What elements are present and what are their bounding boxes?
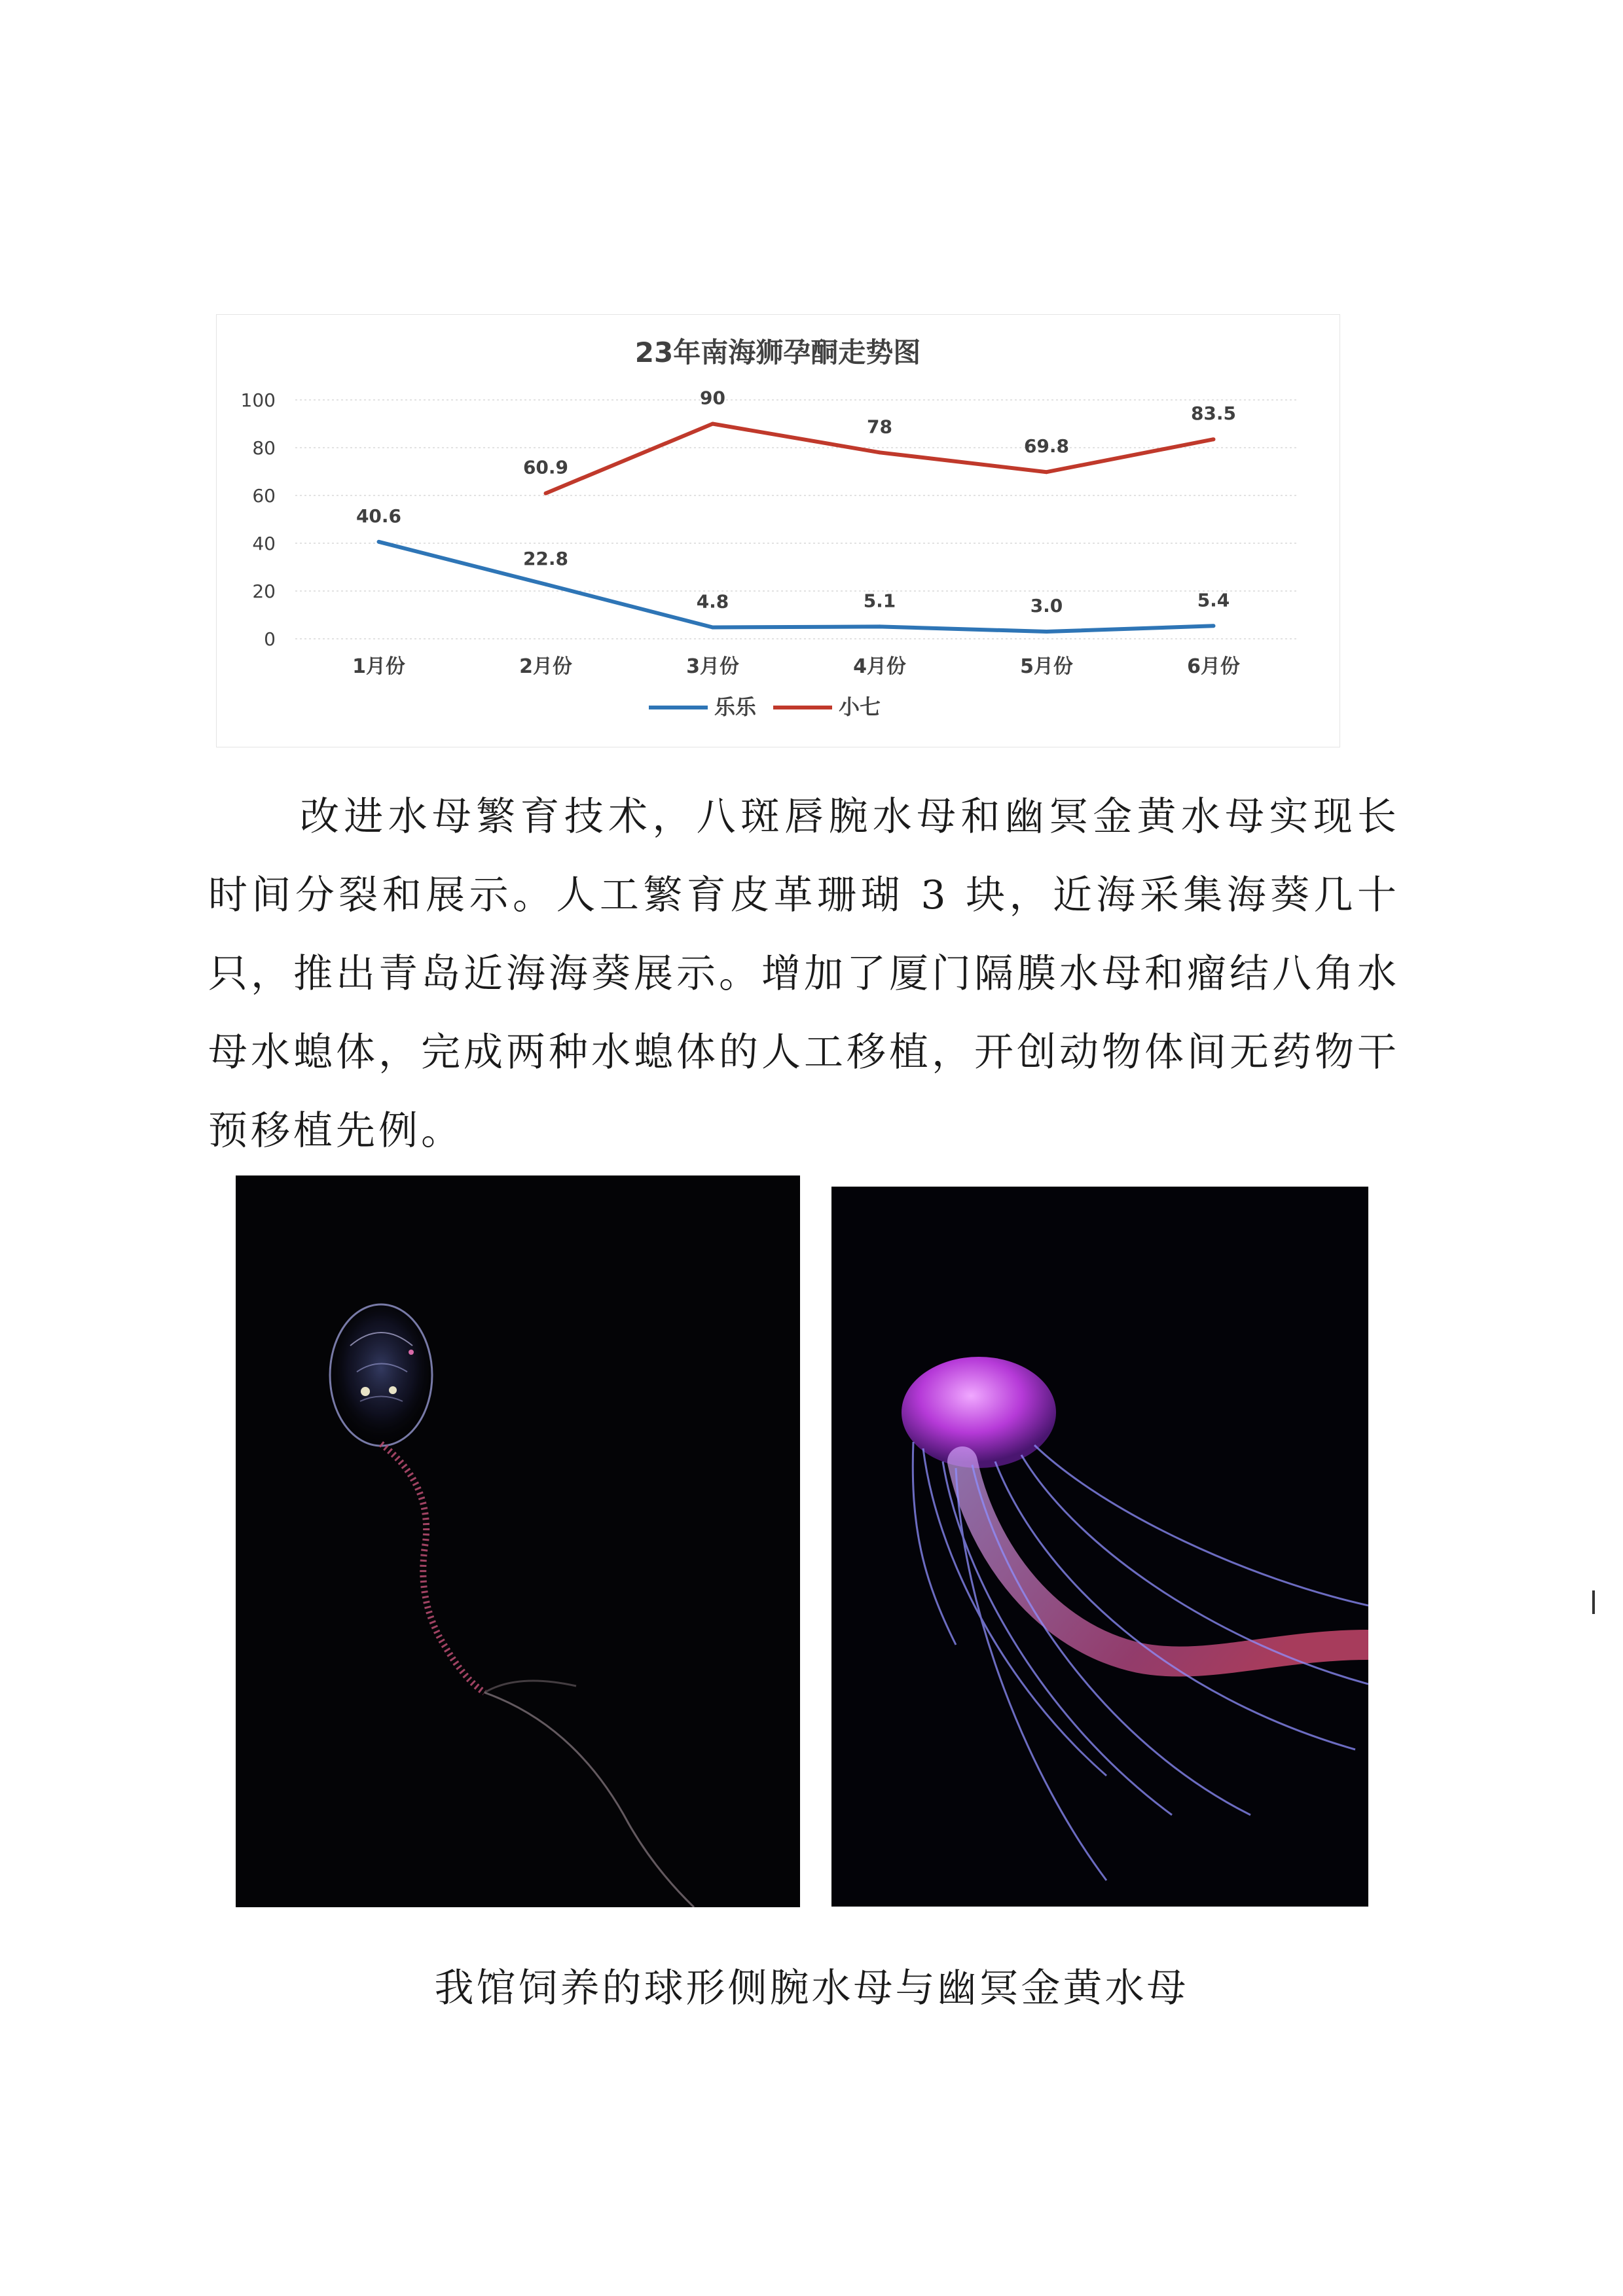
data-point <box>1045 630 1049 634</box>
data-point <box>1212 624 1216 628</box>
data-point <box>544 583 548 586</box>
data-point <box>1212 437 1216 441</box>
data-point <box>377 540 381 544</box>
data-point <box>1045 470 1049 474</box>
x-tick-label: 6月份 <box>1187 655 1240 678</box>
progesterone-line-chart <box>216 314 1340 747</box>
y-tick-label: 60 <box>252 485 276 507</box>
body-paragraph: 改进水母繁育技术，八斑唇腕水母和幽冥金黄水母实现长时间分裂和展示。人工繁育皮革珊瑚 3 块，近海采集海葵几十只，推出青岛近海海葵展示。增加了厦门隔膜水母和瘤结八角水母水螅体，完成两种水螅体的人工移植，开创动物体间无药物干预移植先例。 <box>208 794 1400 1154</box>
data-label: 3.0 <box>1030 595 1063 617</box>
x-tick-label: 4月份 <box>853 655 906 678</box>
sea-nettle-jellyfish-photo <box>831 1187 1368 1907</box>
data-point <box>711 625 715 629</box>
data-label: 5.1 <box>863 590 896 612</box>
y-tick-label: 20 <box>252 581 276 602</box>
data-label: 90 <box>700 387 725 409</box>
ctenophore-photo <box>236 1175 800 1907</box>
data-label: 40.6 <box>356 505 402 527</box>
x-tick-label: 3月份 <box>686 655 739 678</box>
scan-edge-mark <box>1592 1590 1595 1614</box>
chart-title: 23年南海狮孕酮走势图 <box>634 336 921 368</box>
data-label: 4.8 <box>696 590 729 613</box>
data-label: 69.8 <box>1023 435 1070 457</box>
data-label: 78 <box>867 416 892 438</box>
y-tick-label: 0 <box>264 628 276 650</box>
series-line-1 <box>379 542 1214 632</box>
x-tick-label: 5月份 <box>1020 655 1073 678</box>
data-label: 60.9 <box>522 456 569 478</box>
data-point <box>711 422 715 426</box>
data-label: 83.5 <box>1190 403 1237 425</box>
data-point <box>878 624 882 628</box>
legend-label: 小七 <box>839 694 881 719</box>
figure-caption: 我馆饲养的球形侧腕水母与幽冥金黄水母 <box>434 1965 1189 2011</box>
y-tick-label: 80 <box>252 437 276 459</box>
data-point <box>544 492 548 495</box>
data-point <box>878 450 882 454</box>
data-label: 5.4 <box>1197 589 1230 611</box>
x-tick-label: 1月份 <box>352 655 405 678</box>
data-label: 22.8 <box>522 547 569 569</box>
y-tick-label: 100 <box>240 389 276 411</box>
legend-label: 乐乐 <box>714 694 757 719</box>
x-tick-label: 2月份 <box>519 655 572 678</box>
y-tick-label: 40 <box>252 533 276 554</box>
